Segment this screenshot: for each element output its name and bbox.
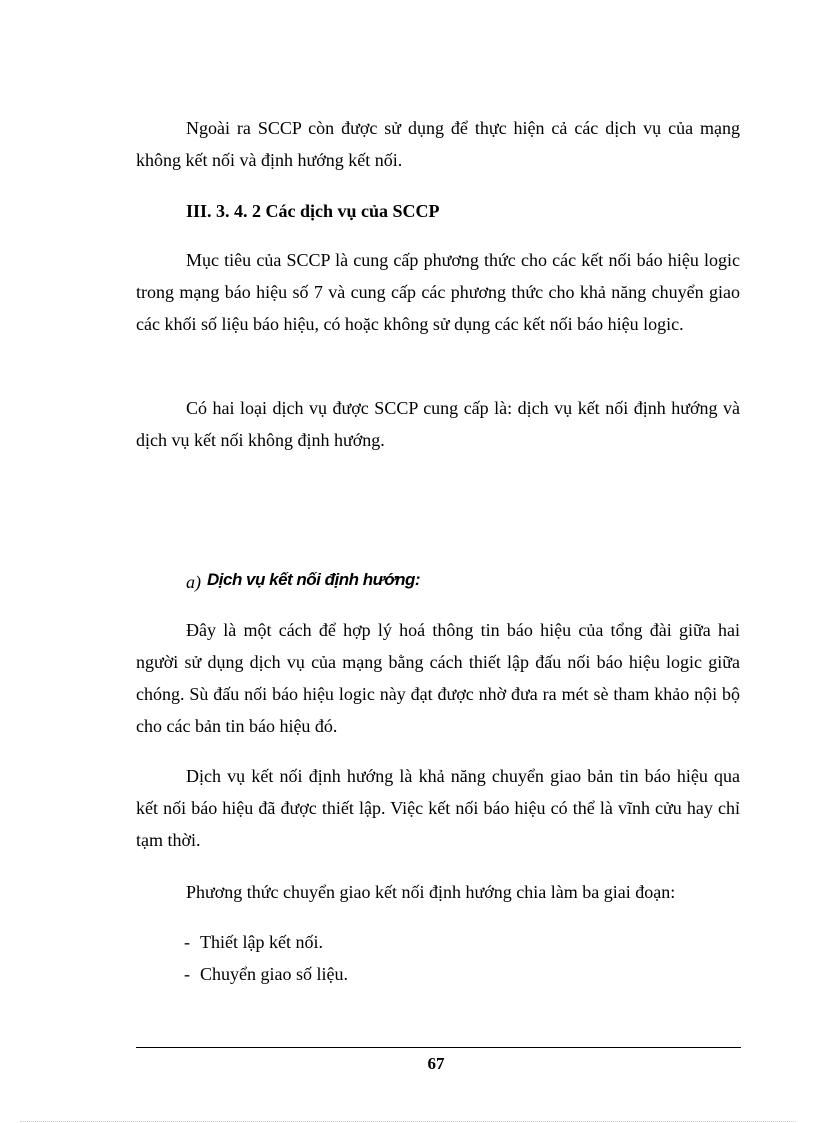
list-item-text: Chuyển giao số liệu. [200, 964, 348, 984]
list-bullet: - [184, 932, 190, 952]
page-number: 67 [427, 1054, 445, 1073]
paragraph-definition: Đây là một cách để hợp lý hoá thông tin báo hiệu của tổng đài giữa hai người sử dụng dịch vụ của mạng bằng cách thiết lập đấu nối báo hiệu logic giữa chóng. Sù đấu nối báo hiệu logic này đạt được nhờ đưa ra mét sè tham khảo nội bộ cho các bản tin báo hiệu đó. [136, 620, 740, 736]
list-bullet: - [184, 964, 190, 984]
list-item [184, 926, 348, 958]
section-heading: III. 3. 4. 2 Các dịch vụ của SCCP [186, 201, 440, 221]
subsection-prefix: a) [186, 572, 201, 592]
list-item [184, 958, 348, 990]
subsection-heading [186, 566, 420, 595]
list-item-text: Thiết lập kết nối. [200, 932, 323, 952]
paragraph-service-types: Có hai loại dịch vụ được SCCP cung cấp là: dịch vụ kết nối định hướng và dịch vụ kết nối không định hướng. [136, 398, 740, 450]
page-edge-divider [20, 1121, 796, 1122]
phases-list [184, 926, 348, 990]
paragraph-objective: Mục tiêu của SCCP là cung cấp phương thức cho các kết nối báo hiệu logic trong mạng báo hiệu số 7 và cung cấp các phương thức cho khả năng chuyển giao các khối số liệu báo hiệu, có hoặc không sử dụng các kết nối báo hiệu logic. [136, 250, 740, 334]
paragraph-capability: Dịch vụ kết nối định hướng là khả năng chuyển giao bản tin báo hiệu qua kết nối báo hiệu đã được thiết lập. Việc kết nối báo hiệu có thể là vĩnh cửu hay chỉ tạm thời. [136, 766, 740, 850]
footer-divider [136, 1047, 741, 1048]
paragraph-phases-intro: Phương thức chuyển giao kết nối định hướng chia làm ba giai đoạn: [186, 882, 676, 902]
paragraph-intro: Ngoài ra SCCP còn được sử dụng để thực hiện cả các dịch vụ của mạng không kết nối và định hướng kết nối. [136, 118, 740, 170]
subsection-title: Dịch vụ kết nối định hướng: [207, 570, 421, 589]
